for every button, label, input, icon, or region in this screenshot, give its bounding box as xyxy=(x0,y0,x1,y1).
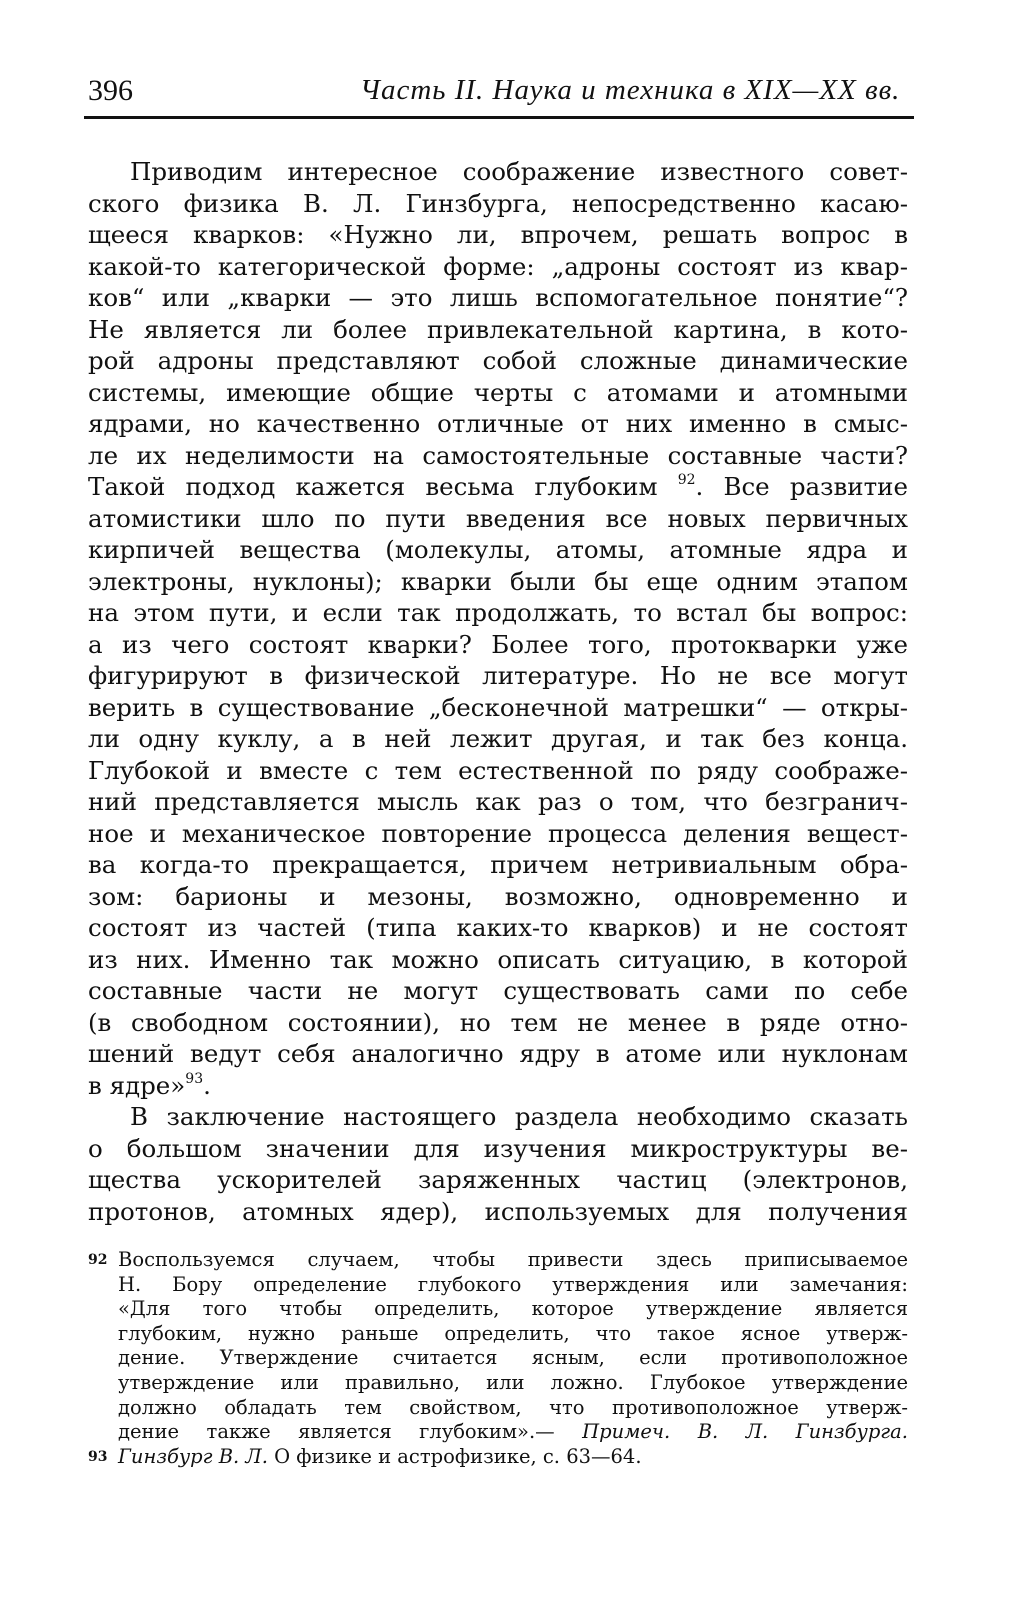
text-line: протонов, атомных ядер), используемых для получения xyxy=(88,1196,908,1226)
text-line: ков“ или „кварки — это лишь вспомогательное понятие“? xyxy=(88,283,908,312)
footnote-author: Гинзбург В. Л. xyxy=(118,1444,268,1468)
footnote-93 xyxy=(88,1445,908,1470)
footnote-92 xyxy=(88,1248,908,1445)
text-line: Не является ли более привлекательной картина, в кото- xyxy=(88,314,908,344)
footnote-segment: дение также является глубоким».— xyxy=(118,1420,583,1444)
text-line: Глубокой и вместе с тем естественной по ряду соображе- xyxy=(88,755,908,785)
page-number: 396 xyxy=(88,74,133,107)
text-line: ле их неделимости на самостоятельные составные части? xyxy=(88,440,908,470)
text-line: зом: барионы и мезоны, возможно, одновременно и xyxy=(88,881,908,911)
text-line: ний представляется мысль как раз о том, что безгранич- xyxy=(88,787,908,816)
header-rule xyxy=(84,116,914,119)
text-line: В заключение настоящего раздела необходимо сказать xyxy=(130,1102,908,1131)
footnote-line-with-attribution xyxy=(88,1420,908,1445)
footnote-ref-92[interactable]: 92 xyxy=(677,472,696,488)
text-line: рой адроны представляют собой сложные динамические xyxy=(88,346,908,375)
text-line: ского физика В. Л. Гинзбурга, непосредственно касаю- xyxy=(88,188,908,218)
text-line: шений ведут себя аналогично ядру в атоме или нуклонам xyxy=(88,1039,908,1068)
text-segment: в ядре» xyxy=(88,1070,186,1100)
text-line: ли одну куклу, а в ней лежит другая, и так без конца. xyxy=(88,724,908,753)
main-text xyxy=(88,156,908,1227)
text-segment: . Все развитие xyxy=(695,472,909,501)
footnote-line: утверждение или правильно, или ложно. Глубокое утверждение xyxy=(118,1370,908,1394)
text-line: ва когда-то прекращается, причем нетривиальным обра- xyxy=(88,850,908,879)
footnote-line: Н. Бору определение глубокого утверждения или замечания: xyxy=(118,1272,908,1296)
footnote-line: глубоким, нужно раньше определить, что такое ясное утверж- xyxy=(118,1321,908,1345)
footnote-mark-93: 93 xyxy=(88,1448,108,1465)
footnote-segment: О физике и астрофизике, с. 63—64. xyxy=(267,1444,642,1468)
text-line: (в свободном состоянии), но тем не менее в ряде отно- xyxy=(88,1007,908,1037)
text-line-with-ref xyxy=(88,471,908,503)
footnote-line: «Для того чтобы определить, которое утверждение является xyxy=(118,1297,908,1321)
page-header xyxy=(88,66,914,116)
text-line: фигурируют в физической литературе. Но не все могут xyxy=(88,661,908,690)
text-segment: . xyxy=(203,1070,211,1100)
text-line: системы, имеющие общие черты с атомами и атомными xyxy=(88,377,908,407)
text-line: на этом пути, и если так продолжать, то встал бы вопрос: xyxy=(88,598,908,627)
text-line: электроны, нуклоны); кварки были бы еще одним этапом xyxy=(88,566,908,596)
footnote-attribution: Примеч. В. Л. Гинзбурга. xyxy=(582,1420,908,1444)
text-line: щества ускорителей заряженных частиц (электронов, xyxy=(88,1165,908,1194)
footnotes xyxy=(88,1248,908,1469)
text-line: а из чего состоят кварки? Более того, протокварки уже xyxy=(88,629,908,659)
footnote-line: должно обладать тем свойством, что противоположное утверж- xyxy=(118,1395,908,1419)
footnote-line: дение. Утверждение считается ясным, если противоположное xyxy=(118,1346,908,1370)
text-line: о большом значении для изучения микроструктуры ве- xyxy=(88,1133,908,1163)
text-line: ное и механическое повторение процесса деления вещест- xyxy=(88,818,908,848)
text-line: какой-то категорической форме: „адроны состоят из квар- xyxy=(88,251,908,281)
text-segment: Такой подход кажется весьма глубоким xyxy=(88,472,658,501)
text-line: составные части не могут существовать сами по себе xyxy=(88,976,908,1005)
text-line: кирпичей вещества (молекулы, атомы, атомные ядра и xyxy=(88,535,908,564)
footnote-line: Воспользуемся случаем, чтобы привести здесь приписываемое xyxy=(118,1248,908,1271)
footnote-ref-93[interactable]: 93 xyxy=(185,1070,204,1087)
footnote-mark-92: 92 xyxy=(88,1252,108,1268)
text-line-with-ref xyxy=(88,1070,908,1102)
running-title: Часть II. Наука и техника в XIX—XX вв. xyxy=(360,74,901,106)
text-line: состоят из частей (типа каких-то кварков) и не состоят xyxy=(88,913,908,942)
text-line: атомистики шло по пути введения все новых первичных xyxy=(88,503,908,533)
text-line: верить в существование „бесконечной матрешки“ — откры- xyxy=(88,692,908,722)
text-line: ядрами, но качественно отличные от них именно в смыс- xyxy=(88,409,908,438)
footnote-line xyxy=(88,1445,908,1470)
text-line: щееся кварков: «Нужно ли, впрочем, решать вопрос в xyxy=(88,220,908,249)
text-line: из них. Именно так можно описать ситуацию, в которой xyxy=(88,944,908,974)
text-line: Приводим интересное соображение известного совет- xyxy=(130,157,908,186)
